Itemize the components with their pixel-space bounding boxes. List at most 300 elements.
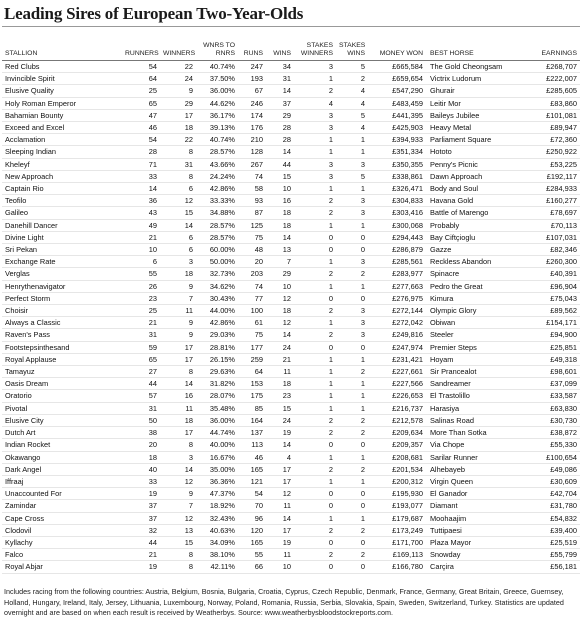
cell-best-horse: Pedro the Great bbox=[426, 280, 526, 292]
cell-best-horse: Parliament Square bbox=[426, 134, 526, 146]
cell-wnrs-to-rnrs: 36.00% bbox=[196, 85, 238, 97]
sires-table bbox=[2, 30, 580, 574]
cell-runners: 25 bbox=[122, 305, 160, 317]
cell-wnrs-to-rnrs: 28.07% bbox=[196, 390, 238, 402]
cell-stallion: New Approach bbox=[2, 170, 122, 182]
cell-earnings: £222,007 bbox=[526, 73, 580, 85]
cell-wnrs-to-rnrs: 30.43% bbox=[196, 292, 238, 304]
cell-money-won: £166,780 bbox=[368, 561, 426, 573]
cell-earnings: £42,704 bbox=[526, 488, 580, 500]
cell-best-horse: Hototo bbox=[426, 146, 526, 158]
cell-wins: 28 bbox=[266, 134, 294, 146]
cell-stallion: Royal Applause bbox=[2, 353, 122, 365]
cell-stakes-wins: 1 bbox=[336, 183, 368, 195]
table-row bbox=[2, 341, 580, 353]
cell-stallion: Captain Rio bbox=[2, 183, 122, 195]
cell-stakes-winners: 2 bbox=[294, 305, 336, 317]
cell-stakes-winners: 1 bbox=[294, 183, 336, 195]
cell-stakes-wins: 0 bbox=[336, 561, 368, 573]
cell-best-horse: Sandreamer bbox=[426, 378, 526, 390]
cell-stakes-winners: 2 bbox=[294, 463, 336, 475]
table-row bbox=[2, 280, 580, 292]
cell-stakes-winners: 0 bbox=[294, 500, 336, 512]
cell-wnrs-to-rnrs: 38.10% bbox=[196, 549, 238, 561]
cell-best-horse: Via Chope bbox=[426, 439, 526, 451]
cell-best-horse: Heavy Metal bbox=[426, 122, 526, 134]
cell-runs: 64 bbox=[238, 366, 266, 378]
table-row bbox=[2, 317, 580, 329]
cell-stakes-wins: 2 bbox=[336, 524, 368, 536]
cell-money-won: £209,634 bbox=[368, 427, 426, 439]
table-row bbox=[2, 231, 580, 243]
cell-runs: 87 bbox=[238, 207, 266, 219]
table-row bbox=[2, 109, 580, 121]
cell-wnrs-to-rnrs: 42.11% bbox=[196, 561, 238, 573]
table-row bbox=[2, 427, 580, 439]
cell-runners: 49 bbox=[122, 219, 160, 231]
cell-runners: 21 bbox=[122, 231, 160, 243]
cell-runners: 38 bbox=[122, 427, 160, 439]
cell-runs: 246 bbox=[238, 97, 266, 109]
cell-winners: 18 bbox=[160, 122, 196, 134]
cell-money-won: £227,661 bbox=[368, 366, 426, 378]
cell-money-won: £195,930 bbox=[368, 488, 426, 500]
table-row bbox=[2, 122, 580, 134]
cell-stakes-winners: 1 bbox=[294, 353, 336, 365]
cell-earnings: £94,900 bbox=[526, 329, 580, 341]
cell-best-horse: Bay Ciftçioglu bbox=[426, 231, 526, 243]
cell-wnrs-to-rnrs: 40.00% bbox=[196, 439, 238, 451]
cell-earnings: £250,922 bbox=[526, 146, 580, 158]
table-row bbox=[2, 402, 580, 414]
cell-runners: 47 bbox=[122, 109, 160, 121]
cell-stallion: Dutch Art bbox=[2, 427, 122, 439]
cell-runners: 57 bbox=[122, 390, 160, 402]
table-row bbox=[2, 134, 580, 146]
cell-runs: 75 bbox=[238, 231, 266, 243]
cell-earnings: £192,117 bbox=[526, 170, 580, 182]
cell-money-won: £179,687 bbox=[368, 512, 426, 524]
cell-stakes-wins: 1 bbox=[336, 146, 368, 158]
cell-wnrs-to-rnrs: 29.63% bbox=[196, 366, 238, 378]
cell-runners: 6 bbox=[122, 256, 160, 268]
table-row bbox=[2, 414, 580, 426]
cell-wnrs-to-rnrs: 34.09% bbox=[196, 536, 238, 548]
cell-money-won: £169,113 bbox=[368, 549, 426, 561]
cell-wins: 14 bbox=[266, 329, 294, 341]
cell-stakes-winners: 1 bbox=[294, 451, 336, 463]
cell-winners: 17 bbox=[160, 109, 196, 121]
cell-runners: 31 bbox=[122, 402, 160, 414]
cell-stakes-wins: 3 bbox=[336, 158, 368, 170]
cell-best-horse: Penny's Picnic bbox=[426, 158, 526, 170]
cell-wins: 15 bbox=[266, 402, 294, 414]
cell-wins: 17 bbox=[266, 475, 294, 487]
cell-wnrs-to-rnrs: 28.57% bbox=[196, 219, 238, 231]
cell-winners: 8 bbox=[160, 561, 196, 573]
cell-wins: 11 bbox=[266, 366, 294, 378]
table-row bbox=[2, 475, 580, 487]
cell-stakes-winners: 1 bbox=[294, 402, 336, 414]
cell-money-won: £326,471 bbox=[368, 183, 426, 195]
cell-winners: 17 bbox=[160, 341, 196, 353]
cell-money-won: £441,395 bbox=[368, 109, 426, 121]
cell-winners: 16 bbox=[160, 390, 196, 402]
cell-runs: 58 bbox=[238, 183, 266, 195]
cell-runners: 44 bbox=[122, 378, 160, 390]
cell-stallion: Divine Light bbox=[2, 231, 122, 243]
header-money-won: MONEY WON bbox=[368, 30, 426, 61]
cell-wins: 10 bbox=[266, 280, 294, 292]
table-row bbox=[2, 61, 580, 73]
cell-winners: 9 bbox=[160, 317, 196, 329]
cell-money-won: £300,068 bbox=[368, 219, 426, 231]
cell-runners: 31 bbox=[122, 329, 160, 341]
cell-wnrs-to-rnrs: 28.57% bbox=[196, 231, 238, 243]
cell-stallion: Verglas bbox=[2, 268, 122, 280]
cell-wnrs-to-rnrs: 37.50% bbox=[196, 73, 238, 85]
cell-stakes-winners: 1 bbox=[294, 475, 336, 487]
cell-money-won: £483,459 bbox=[368, 97, 426, 109]
cell-stakes-wins: 0 bbox=[336, 488, 368, 500]
table-row bbox=[2, 488, 580, 500]
cell-stakes-winners: 2 bbox=[294, 414, 336, 426]
table-row bbox=[2, 561, 580, 573]
cell-money-won: £303,416 bbox=[368, 207, 426, 219]
cell-runners: 65 bbox=[122, 97, 160, 109]
cell-wnrs-to-rnrs: 34.88% bbox=[196, 207, 238, 219]
cell-earnings: £89,947 bbox=[526, 122, 580, 134]
cell-stakes-wins: 0 bbox=[336, 500, 368, 512]
cell-best-horse: Plaza Mayor bbox=[426, 536, 526, 548]
cell-money-won: £338,861 bbox=[368, 170, 426, 182]
cell-stakes-winners: 3 bbox=[294, 122, 336, 134]
page-title: Leading Sires of European Two-Year-Olds bbox=[4, 4, 304, 23]
cell-earnings: £83,860 bbox=[526, 97, 580, 109]
cell-earnings: £30,730 bbox=[526, 414, 580, 426]
cell-stakes-wins: 1 bbox=[336, 512, 368, 524]
cell-stakes-wins: 5 bbox=[336, 170, 368, 182]
cell-runners: 18 bbox=[122, 451, 160, 463]
cell-runs: 121 bbox=[238, 475, 266, 487]
divider bbox=[2, 26, 580, 27]
cell-runs: 120 bbox=[238, 524, 266, 536]
cell-stallion: Royal Abjar bbox=[2, 561, 122, 573]
cell-money-won: £249,816 bbox=[368, 329, 426, 341]
cell-stakes-wins: 1 bbox=[336, 451, 368, 463]
cell-stakes-wins: 1 bbox=[336, 390, 368, 402]
cell-earnings: £31,780 bbox=[526, 500, 580, 512]
table-row bbox=[2, 549, 580, 561]
cell-best-horse: Virgin Queen bbox=[426, 475, 526, 487]
cell-stakes-wins: 1 bbox=[336, 378, 368, 390]
cell-wins: 29 bbox=[266, 268, 294, 280]
cell-stakes-winners: 0 bbox=[294, 341, 336, 353]
cell-stakes-wins: 4 bbox=[336, 97, 368, 109]
cell-best-horse: El Ganador bbox=[426, 488, 526, 500]
cell-wnrs-to-rnrs: 44.62% bbox=[196, 97, 238, 109]
cell-earnings: £96,904 bbox=[526, 280, 580, 292]
cell-runners: 33 bbox=[122, 475, 160, 487]
cell-earnings: £39,400 bbox=[526, 524, 580, 536]
cell-best-horse: Salinas Road bbox=[426, 414, 526, 426]
cell-earnings: £82,346 bbox=[526, 244, 580, 256]
cell-wnrs-to-rnrs: 34.62% bbox=[196, 280, 238, 292]
cell-runners: 64 bbox=[122, 73, 160, 85]
cell-wnrs-to-rnrs: 36.17% bbox=[196, 109, 238, 121]
cell-stakes-wins: 3 bbox=[336, 329, 368, 341]
cell-stallion: Invincible Spirit bbox=[2, 73, 122, 85]
cell-earnings: £107,031 bbox=[526, 231, 580, 243]
cell-money-won: £286,879 bbox=[368, 244, 426, 256]
cell-stakes-winners: 3 bbox=[294, 158, 336, 170]
cell-wins: 12 bbox=[266, 292, 294, 304]
cell-stakes-winners: 1 bbox=[294, 512, 336, 524]
cell-runs: 66 bbox=[238, 561, 266, 573]
cell-runs: 67 bbox=[238, 85, 266, 97]
table-row bbox=[2, 353, 580, 365]
header-winners: WINNERS bbox=[160, 30, 196, 61]
cell-stakes-wins: 0 bbox=[336, 341, 368, 353]
table-row bbox=[2, 366, 580, 378]
cell-stallion: Exceed and Excel bbox=[2, 122, 122, 134]
cell-stakes-winners: 0 bbox=[294, 244, 336, 256]
cell-stakes-winners: 1 bbox=[294, 134, 336, 146]
cell-winners: 3 bbox=[160, 451, 196, 463]
table-row bbox=[2, 524, 580, 536]
cell-earnings: £30,609 bbox=[526, 475, 580, 487]
cell-money-won: £231,421 bbox=[368, 353, 426, 365]
cell-best-horse: Moohaajim bbox=[426, 512, 526, 524]
cell-runs: 77 bbox=[238, 292, 266, 304]
cell-stakes-winners: 0 bbox=[294, 439, 336, 451]
cell-money-won: £547,290 bbox=[368, 85, 426, 97]
cell-winners: 6 bbox=[160, 244, 196, 256]
cell-stakes-wins: 0 bbox=[336, 231, 368, 243]
cell-wins: 17 bbox=[266, 463, 294, 475]
cell-wnrs-to-rnrs: 39.13% bbox=[196, 122, 238, 134]
cell-runs: 267 bbox=[238, 158, 266, 170]
table-header-row bbox=[2, 30, 580, 61]
header-runners: RUNNERS bbox=[122, 30, 160, 61]
cell-stallion: Dark Angel bbox=[2, 463, 122, 475]
cell-winners: 18 bbox=[160, 414, 196, 426]
cell-money-won: £201,534 bbox=[368, 463, 426, 475]
cell-best-horse: Body and Soul bbox=[426, 183, 526, 195]
cell-stallion: Kheleyf bbox=[2, 158, 122, 170]
table-row bbox=[2, 207, 580, 219]
cell-runs: 165 bbox=[238, 463, 266, 475]
cell-stallion: Elusive Quality bbox=[2, 85, 122, 97]
cell-runs: 55 bbox=[238, 549, 266, 561]
cell-wnrs-to-rnrs: 32.43% bbox=[196, 512, 238, 524]
cell-money-won: £285,561 bbox=[368, 256, 426, 268]
cell-wnrs-to-rnrs: 43.66% bbox=[196, 158, 238, 170]
cell-runs: 174 bbox=[238, 109, 266, 121]
cell-runs: 85 bbox=[238, 402, 266, 414]
cell-stallion: Falco bbox=[2, 549, 122, 561]
cell-runners: 46 bbox=[122, 122, 160, 134]
cell-stakes-wins: 3 bbox=[336, 207, 368, 219]
cell-winners: 15 bbox=[160, 207, 196, 219]
cell-wins: 11 bbox=[266, 500, 294, 512]
cell-runs: 247 bbox=[238, 61, 266, 73]
cell-stakes-winners: 2 bbox=[294, 549, 336, 561]
cell-runners: 36 bbox=[122, 195, 160, 207]
cell-money-won: £209,357 bbox=[368, 439, 426, 451]
cell-money-won: £247,974 bbox=[368, 341, 426, 353]
cell-stakes-winners: 1 bbox=[294, 378, 336, 390]
header-stallion: STALLION bbox=[2, 30, 122, 61]
cell-wins: 10 bbox=[266, 561, 294, 573]
cell-runs: 137 bbox=[238, 427, 266, 439]
cell-stakes-wins: 2 bbox=[336, 268, 368, 280]
cell-wins: 14 bbox=[266, 231, 294, 243]
cell-best-horse: Reckless Abandon bbox=[426, 256, 526, 268]
cell-runners: 71 bbox=[122, 158, 160, 170]
cell-earnings: £33,587 bbox=[526, 390, 580, 402]
cell-winners: 8 bbox=[160, 170, 196, 182]
cell-runners: 37 bbox=[122, 500, 160, 512]
cell-wnrs-to-rnrs: 18.92% bbox=[196, 500, 238, 512]
cell-runs: 165 bbox=[238, 536, 266, 548]
cell-stakes-wins: 0 bbox=[336, 244, 368, 256]
cell-stakes-winners: 0 bbox=[294, 536, 336, 548]
cell-best-horse: Leitir Mor bbox=[426, 97, 526, 109]
cell-wins: 14 bbox=[266, 85, 294, 97]
cell-stallion: Acclamation bbox=[2, 134, 122, 146]
cell-money-won: £212,578 bbox=[368, 414, 426, 426]
cell-runs: 175 bbox=[238, 390, 266, 402]
table-row bbox=[2, 463, 580, 475]
cell-stallion: Teofilo bbox=[2, 195, 122, 207]
cell-best-horse: The Gold Cheongsam bbox=[426, 61, 526, 73]
cell-wins: 24 bbox=[266, 414, 294, 426]
cell-stallion: Tamayuz bbox=[2, 366, 122, 378]
table-row bbox=[2, 158, 580, 170]
cell-runners: 43 bbox=[122, 207, 160, 219]
cell-stakes-winners: 0 bbox=[294, 231, 336, 243]
cell-stakes-winners: 2 bbox=[294, 85, 336, 97]
cell-runners: 27 bbox=[122, 366, 160, 378]
cell-stakes-wins: 4 bbox=[336, 85, 368, 97]
cell-runs: 48 bbox=[238, 244, 266, 256]
cell-wnrs-to-rnrs: 44.00% bbox=[196, 305, 238, 317]
cell-winners: 12 bbox=[160, 475, 196, 487]
cell-wins: 17 bbox=[266, 524, 294, 536]
cell-runners: 14 bbox=[122, 183, 160, 195]
cell-earnings: £160,277 bbox=[526, 195, 580, 207]
cell-stallion: Iffraaj bbox=[2, 475, 122, 487]
cell-stakes-wins: 4 bbox=[336, 122, 368, 134]
cell-runners: 59 bbox=[122, 341, 160, 353]
cell-winners: 8 bbox=[160, 366, 196, 378]
table-row bbox=[2, 244, 580, 256]
cell-wnrs-to-rnrs: 24.24% bbox=[196, 170, 238, 182]
cell-runs: 74 bbox=[238, 170, 266, 182]
cell-wins: 19 bbox=[266, 536, 294, 548]
cell-runs: 177 bbox=[238, 341, 266, 353]
cell-wnrs-to-rnrs: 42.86% bbox=[196, 317, 238, 329]
cell-stakes-wins: 0 bbox=[336, 536, 368, 548]
table-body bbox=[2, 61, 580, 574]
cell-wins: 18 bbox=[266, 219, 294, 231]
cell-winners: 7 bbox=[160, 292, 196, 304]
cell-winners: 22 bbox=[160, 61, 196, 73]
cell-wins: 31 bbox=[266, 73, 294, 85]
cell-money-won: £425,903 bbox=[368, 122, 426, 134]
cell-stakes-winners: 1 bbox=[294, 73, 336, 85]
cell-earnings: £285,605 bbox=[526, 85, 580, 97]
table-row bbox=[2, 378, 580, 390]
cell-winners: 11 bbox=[160, 305, 196, 317]
cell-stallion: Oasis Dream bbox=[2, 378, 122, 390]
cell-wnrs-to-rnrs: 16.67% bbox=[196, 451, 238, 463]
cell-best-horse: Harasiya bbox=[426, 402, 526, 414]
cell-stakes-wins: 5 bbox=[336, 61, 368, 73]
cell-earnings: £100,654 bbox=[526, 451, 580, 463]
cell-wins: 14 bbox=[266, 439, 294, 451]
cell-stakes-wins: 2 bbox=[336, 463, 368, 475]
table-row bbox=[2, 170, 580, 182]
cell-wins: 4 bbox=[266, 451, 294, 463]
cell-best-horse: Spinacre bbox=[426, 268, 526, 280]
table-row bbox=[2, 536, 580, 548]
cell-stakes-wins: 2 bbox=[336, 414, 368, 426]
cell-stallion: Bahamian Bounty bbox=[2, 109, 122, 121]
cell-stakes-winners: 1 bbox=[294, 256, 336, 268]
table-row bbox=[2, 305, 580, 317]
footnote: Includes racing from the following countries: Austria, Belgium, Bosnia, Bulgaria, Croatia, Cyprus, Czech Republic, Denmark, France, Germany, Great Britain, Greece, Guernsey, Holland, Hungary, Ireland, Italy, Jersey, Lithuania, Luxembourg, Norway, Poland, Romania, Russia, Serbia, Slovakia, Spain, Sweden, Switzerland, Turkey. Statistics are updated overnight and are based on when each result is received by Weatherbys. Source: www.weatherbysbloodstockreports.com. bbox=[4, 587, 564, 617]
cell-winners: 24 bbox=[160, 73, 196, 85]
cell-wnrs-to-rnrs: 33.33% bbox=[196, 195, 238, 207]
cell-runs: 203 bbox=[238, 268, 266, 280]
cell-stallion: Galileo bbox=[2, 207, 122, 219]
cell-stakes-wins: 3 bbox=[336, 305, 368, 317]
cell-winners: 8 bbox=[160, 549, 196, 561]
cell-wins: 7 bbox=[266, 256, 294, 268]
cell-stallion: Elusive City bbox=[2, 414, 122, 426]
cell-wnrs-to-rnrs: 40.74% bbox=[196, 134, 238, 146]
cell-wins: 13 bbox=[266, 244, 294, 256]
cell-wnrs-to-rnrs: 28.81% bbox=[196, 341, 238, 353]
cell-runs: 153 bbox=[238, 378, 266, 390]
cell-earnings: £78,697 bbox=[526, 207, 580, 219]
cell-stallion: Pivotal bbox=[2, 402, 122, 414]
cell-runners: 19 bbox=[122, 488, 160, 500]
cell-stallion: Zamindar bbox=[2, 500, 122, 512]
cell-earnings: £89,562 bbox=[526, 305, 580, 317]
cell-winners: 9 bbox=[160, 85, 196, 97]
cell-runners: 44 bbox=[122, 536, 160, 548]
cell-winners: 14 bbox=[160, 219, 196, 231]
cell-runs: 54 bbox=[238, 488, 266, 500]
cell-runs: 128 bbox=[238, 146, 266, 158]
cell-money-won: £272,144 bbox=[368, 305, 426, 317]
cell-runners: 28 bbox=[122, 146, 160, 158]
header-earnings: EARNINGS bbox=[526, 30, 580, 61]
cell-runners: 32 bbox=[122, 524, 160, 536]
cell-winners: 13 bbox=[160, 524, 196, 536]
cell-earnings: £284,933 bbox=[526, 183, 580, 195]
cell-stakes-winners: 4 bbox=[294, 97, 336, 109]
cell-wnrs-to-rnrs: 60.00% bbox=[196, 244, 238, 256]
cell-wins: 37 bbox=[266, 97, 294, 109]
cell-wnrs-to-rnrs: 26.15% bbox=[196, 353, 238, 365]
cell-winners: 3 bbox=[160, 256, 196, 268]
cell-winners: 12 bbox=[160, 195, 196, 207]
cell-stakes-winners: 2 bbox=[294, 524, 336, 536]
